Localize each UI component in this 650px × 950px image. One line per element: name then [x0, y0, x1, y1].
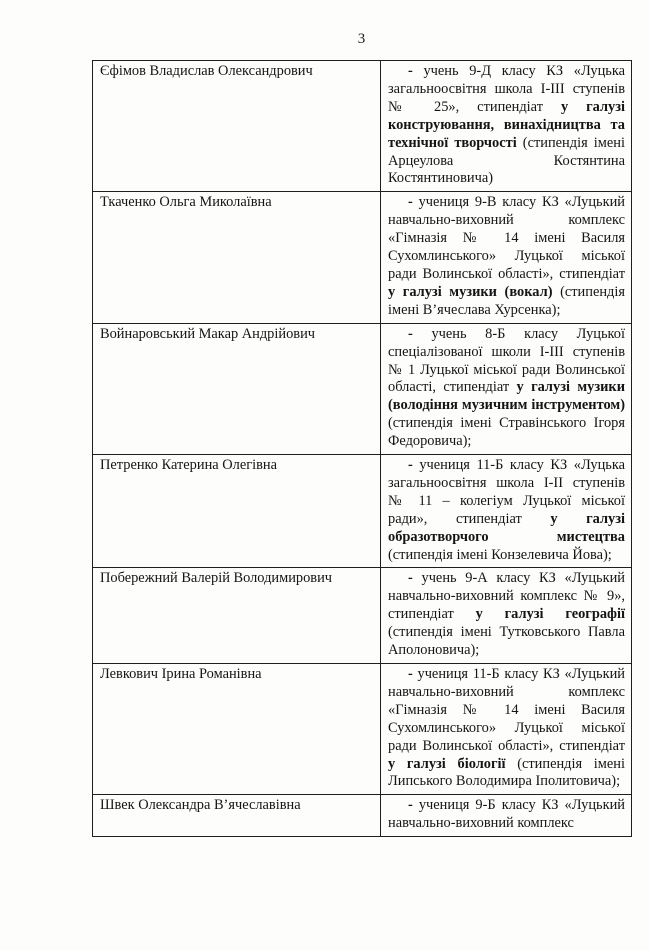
recipient-name: Побережний Валерій Володимирович [93, 568, 381, 664]
recipient-description [381, 664, 632, 795]
table-row [93, 795, 632, 837]
recipient-description [381, 455, 632, 568]
table-row [93, 61, 632, 192]
recipient-name: Єфімов Владислав Олександрович [93, 61, 381, 192]
page-number: 3 [357, 31, 366, 47]
recipient-description [381, 795, 632, 837]
recipient-description-text: - учень 9-Д класу КЗ «Луцька загальноосвітня школа І-ІІІ ступенів № 25», стипендіат у галузі конструювання, винахідництва та технічної творчості (стипендія імені Арцеулова Костянтина Костянтиновича) [388, 63, 625, 187]
recipient-name: Войнаровський Макар Андрійович [93, 323, 381, 454]
document-page [0, 31, 650, 950]
recipient-description-text: - учениця 11-Б класу КЗ «Луцька загальноосвітня школа І-ІІ ступенів № 11 – колегіум Луцької міської ради», стипендіат у галузі образотворчого мистецтва (стипендія імені Конзелевича Йова); [388, 457, 626, 563]
recipient-description-text: - учень 8-Б класу Луцької спеціалізованої школи І-ІІІ ступенів № 1 Луцької міської ради Волинської області, стипендіат у галузі музики (володіння музичним інструментом) (стипендія імені Стравінського Ігоря Федоровича); [388, 325, 626, 450]
recipient-description-text: - учениця 9-В класу КЗ «Луцький навчально-виховний комплекс «Гімназія № 14 імені Василя Сухомлинського» Луцької міської ради Волинської області», стипендіат у галузі музики (вокал) (стипендія імені В’ячеслава Хурсенка); [388, 194, 626, 318]
table-row [93, 568, 632, 664]
recipient-description [381, 61, 632, 192]
stipend-table-body [93, 61, 632, 837]
table-row [93, 192, 632, 323]
recipient-name: Левкович Ірина Романівна [93, 664, 381, 795]
table-row [93, 455, 632, 568]
recipient-name: Швек Олександра В’ячеславівна [93, 795, 381, 837]
recipient-description [381, 192, 632, 323]
recipient-description [381, 568, 632, 664]
recipient-description-text: - учениця 11-Б класу КЗ «Луцький навчально-виховний комплекс «Гімназія № 14 імені Василя Сухомлинського» Луцької міської ради Волинської області», стипендіат у галузі біології (стипендія імені Липського Володимира Іполитовича); [388, 666, 625, 790]
stipend-recipients-table [92, 60, 632, 837]
recipient-name: Петренко Катерина Олегівна [93, 455, 381, 568]
recipient-description [381, 323, 632, 454]
recipient-description-text: - учень 9-А класу КЗ «Луцький навчально-виховний комплекс № 9», стипендіат у галузі географії (стипендія імені Тутковського Павла Аполоновича); [388, 570, 625, 659]
recipient-name: Ткаченко Ольга Миколаївна [93, 192, 381, 323]
recipient-description-text: - учениця 9-Б класу КЗ «Луцький навчально-виховний комплекс [388, 797, 625, 832]
table-row [93, 323, 632, 454]
table-row [93, 664, 632, 795]
